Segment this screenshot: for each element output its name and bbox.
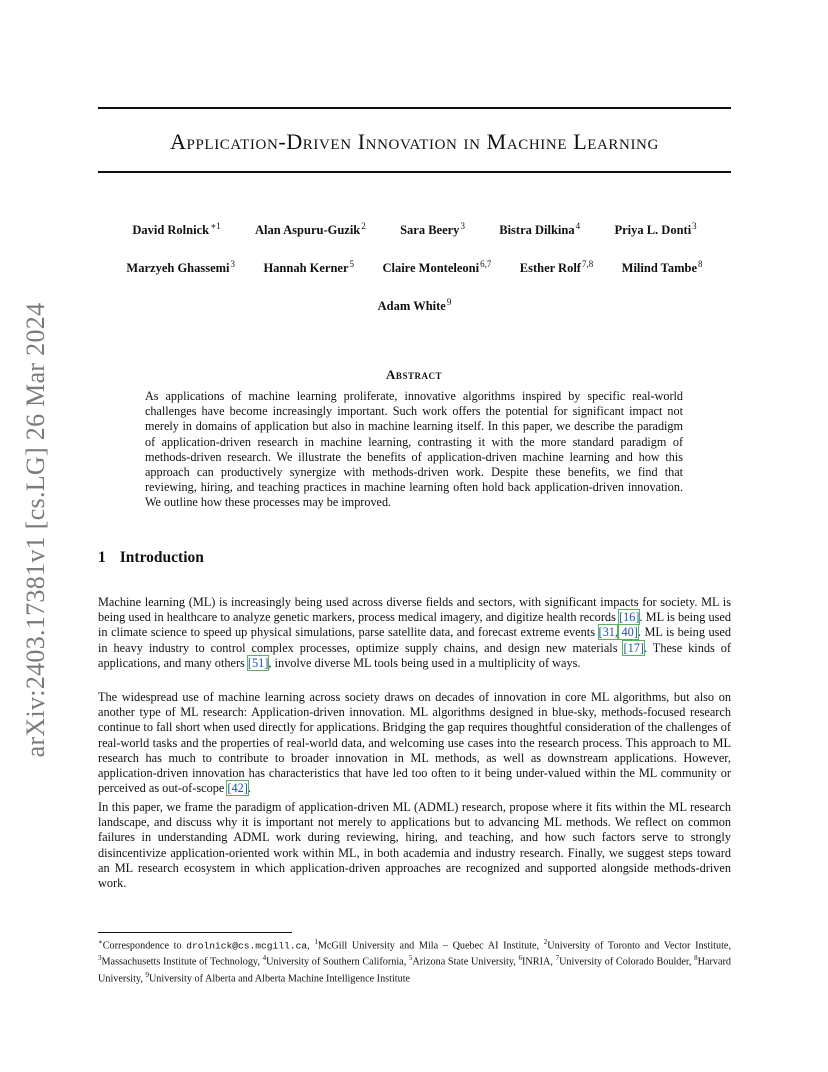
author: Priya L. Donti$^3$ [614, 221, 697, 238]
author: Alan Aspuru-Guzik$^2$ [255, 221, 366, 238]
author: Sara Beery$^3$ [400, 221, 465, 238]
author: Claire Monteleoni$^{6,7}$ [382, 259, 492, 276]
citation-link[interactable]: [51] [247, 655, 269, 670]
abstract-heading: Abstract [386, 367, 442, 382]
author: Bistra Dilkina$^4$ [499, 221, 581, 238]
author: Adam White$^9$ [377, 297, 452, 314]
intro-paragraph-3: In this paper, we frame the paradigm of application-driven ML (ADML) research, propose where it fits within the ML research landscape, and discuss why it is important not merely to applications but to advancing ML methods. We reflect on common failures in understanding ADML work during reviewing, hiring, and teaching, and how such factors serve to strongly disincentivize application-oriented work within ML, in both academia and industry research. Finally, we suggest steps toward an ML research ecosystem in which application-driven approaches are recognized and supported alongside methods-driven work. [98, 800, 731, 891]
section-title: Introduction [119, 549, 204, 566]
footnote-rule [98, 932, 292, 933]
arxiv-id-text: arXiv:2403.17381v1 [cs.LG] 26 Mar 2024 [21, 302, 50, 758]
affiliations-footnote: ∗Correspondence to drolnick@cs.mcgill.ca, $^1$McGill University and Mila – Quebec AI Institute, $^2$University of Toronto and Vector Institute, $^3$Massachusetts Institute of Technology, $^4$University of Southern California, $^5$Arizona State University, $^6$INRIA, $^7$University of Colorado Boulder, $^8$Harvard University, $^9$University of Alberta and Alberta Machine Intelligence Institute [98, 938, 732, 985]
author: Milind Tambe$^8$ [621, 259, 703, 276]
section-heading [98, 549, 204, 567]
author: Marzyeh Ghassemi$^3$ [126, 259, 236, 276]
abstract-text: As applications of machine learning proliferate, innovative algorithms inspired by specific real-world challenges have become increasingly important. Such work offers the potential for significant impact not merely in domains of application but also in machine learning itself. In this paper, we describe the paradigm of application-driven research in machine learning, contrasting it with the more standard paradigm of methods-driven research. We illustrate the benefits of application-driven machine learning and how this approach can productively synergize with methods-driven work. Despite these benefits, we find that reviewing, hiring, and teaching practices in machine learning often hold back application-driven innovation. We outline how these processes may be improved. [145, 389, 683, 510]
citation-link[interactable]: [16] [618, 610, 640, 625]
citation-link[interactable]: 40] [617, 625, 638, 640]
citation-link[interactable]: [42] [227, 781, 248, 796]
paper-title: Application-Driven Innovation in Machine Learning [170, 129, 659, 154]
author: Hannah Kerner$^5$ [263, 259, 355, 276]
title-top-rule [98, 107, 731, 109]
title-bottom-rule [98, 171, 731, 173]
intro-paragraph-1: Machine learning (ML) is increasingly being used across diverse fields and sectors, with significant impacts for society. ML is being used in healthcare to analyze genetic markers, process medical imagery, and digitize health records [16]. ML is being used in climate science to speed up physical simulations, parse satellite data, and forecast extreme events [31, 40]. ML is being used in heavy industry to control complex processes, optimize supply chains, and design new materials [17]. These kinds of applications, and many others [51], involve diverse ML tools being used in a multiplicity of ways. [98, 595, 732, 670]
intro-paragraph-2: The widespread use of machine learning across society draws on decades of innovation in core ML algorithms, but also on another type of ML research: Application-driven innovation. ML algorithms designed in blue-sky, methods-focused research continue to fall short when used directly for applications. Bridging the gap requires thoughtful consideration of the challenges of real-world tasks and the properties of real-world data, and welcoming use cases into the research process. This approach to ML research has much to contribute to broader innovation in ML methods, as well as downstream applications. However, application-driven innovation has characteristics that have led too often to it being under-valued within the ML community or perceived as out-of-scope [42]. [98, 690, 731, 796]
author: David Rolnick$^{∗1}$ [132, 221, 221, 238]
authors-row-2 [98, 259, 731, 276]
citation-link[interactable]: [31, [598, 625, 618, 640]
authors-row-3 [98, 297, 731, 314]
correspondence-email[interactable]: drolnick@cs.mcgill.ca [186, 940, 308, 952]
citation-link[interactable]: [17] [623, 640, 644, 655]
authors-row-1 [98, 221, 731, 238]
author: Esther Rolf$^{7,8}$ [519, 259, 594, 276]
section-number: 1 [98, 549, 106, 566]
